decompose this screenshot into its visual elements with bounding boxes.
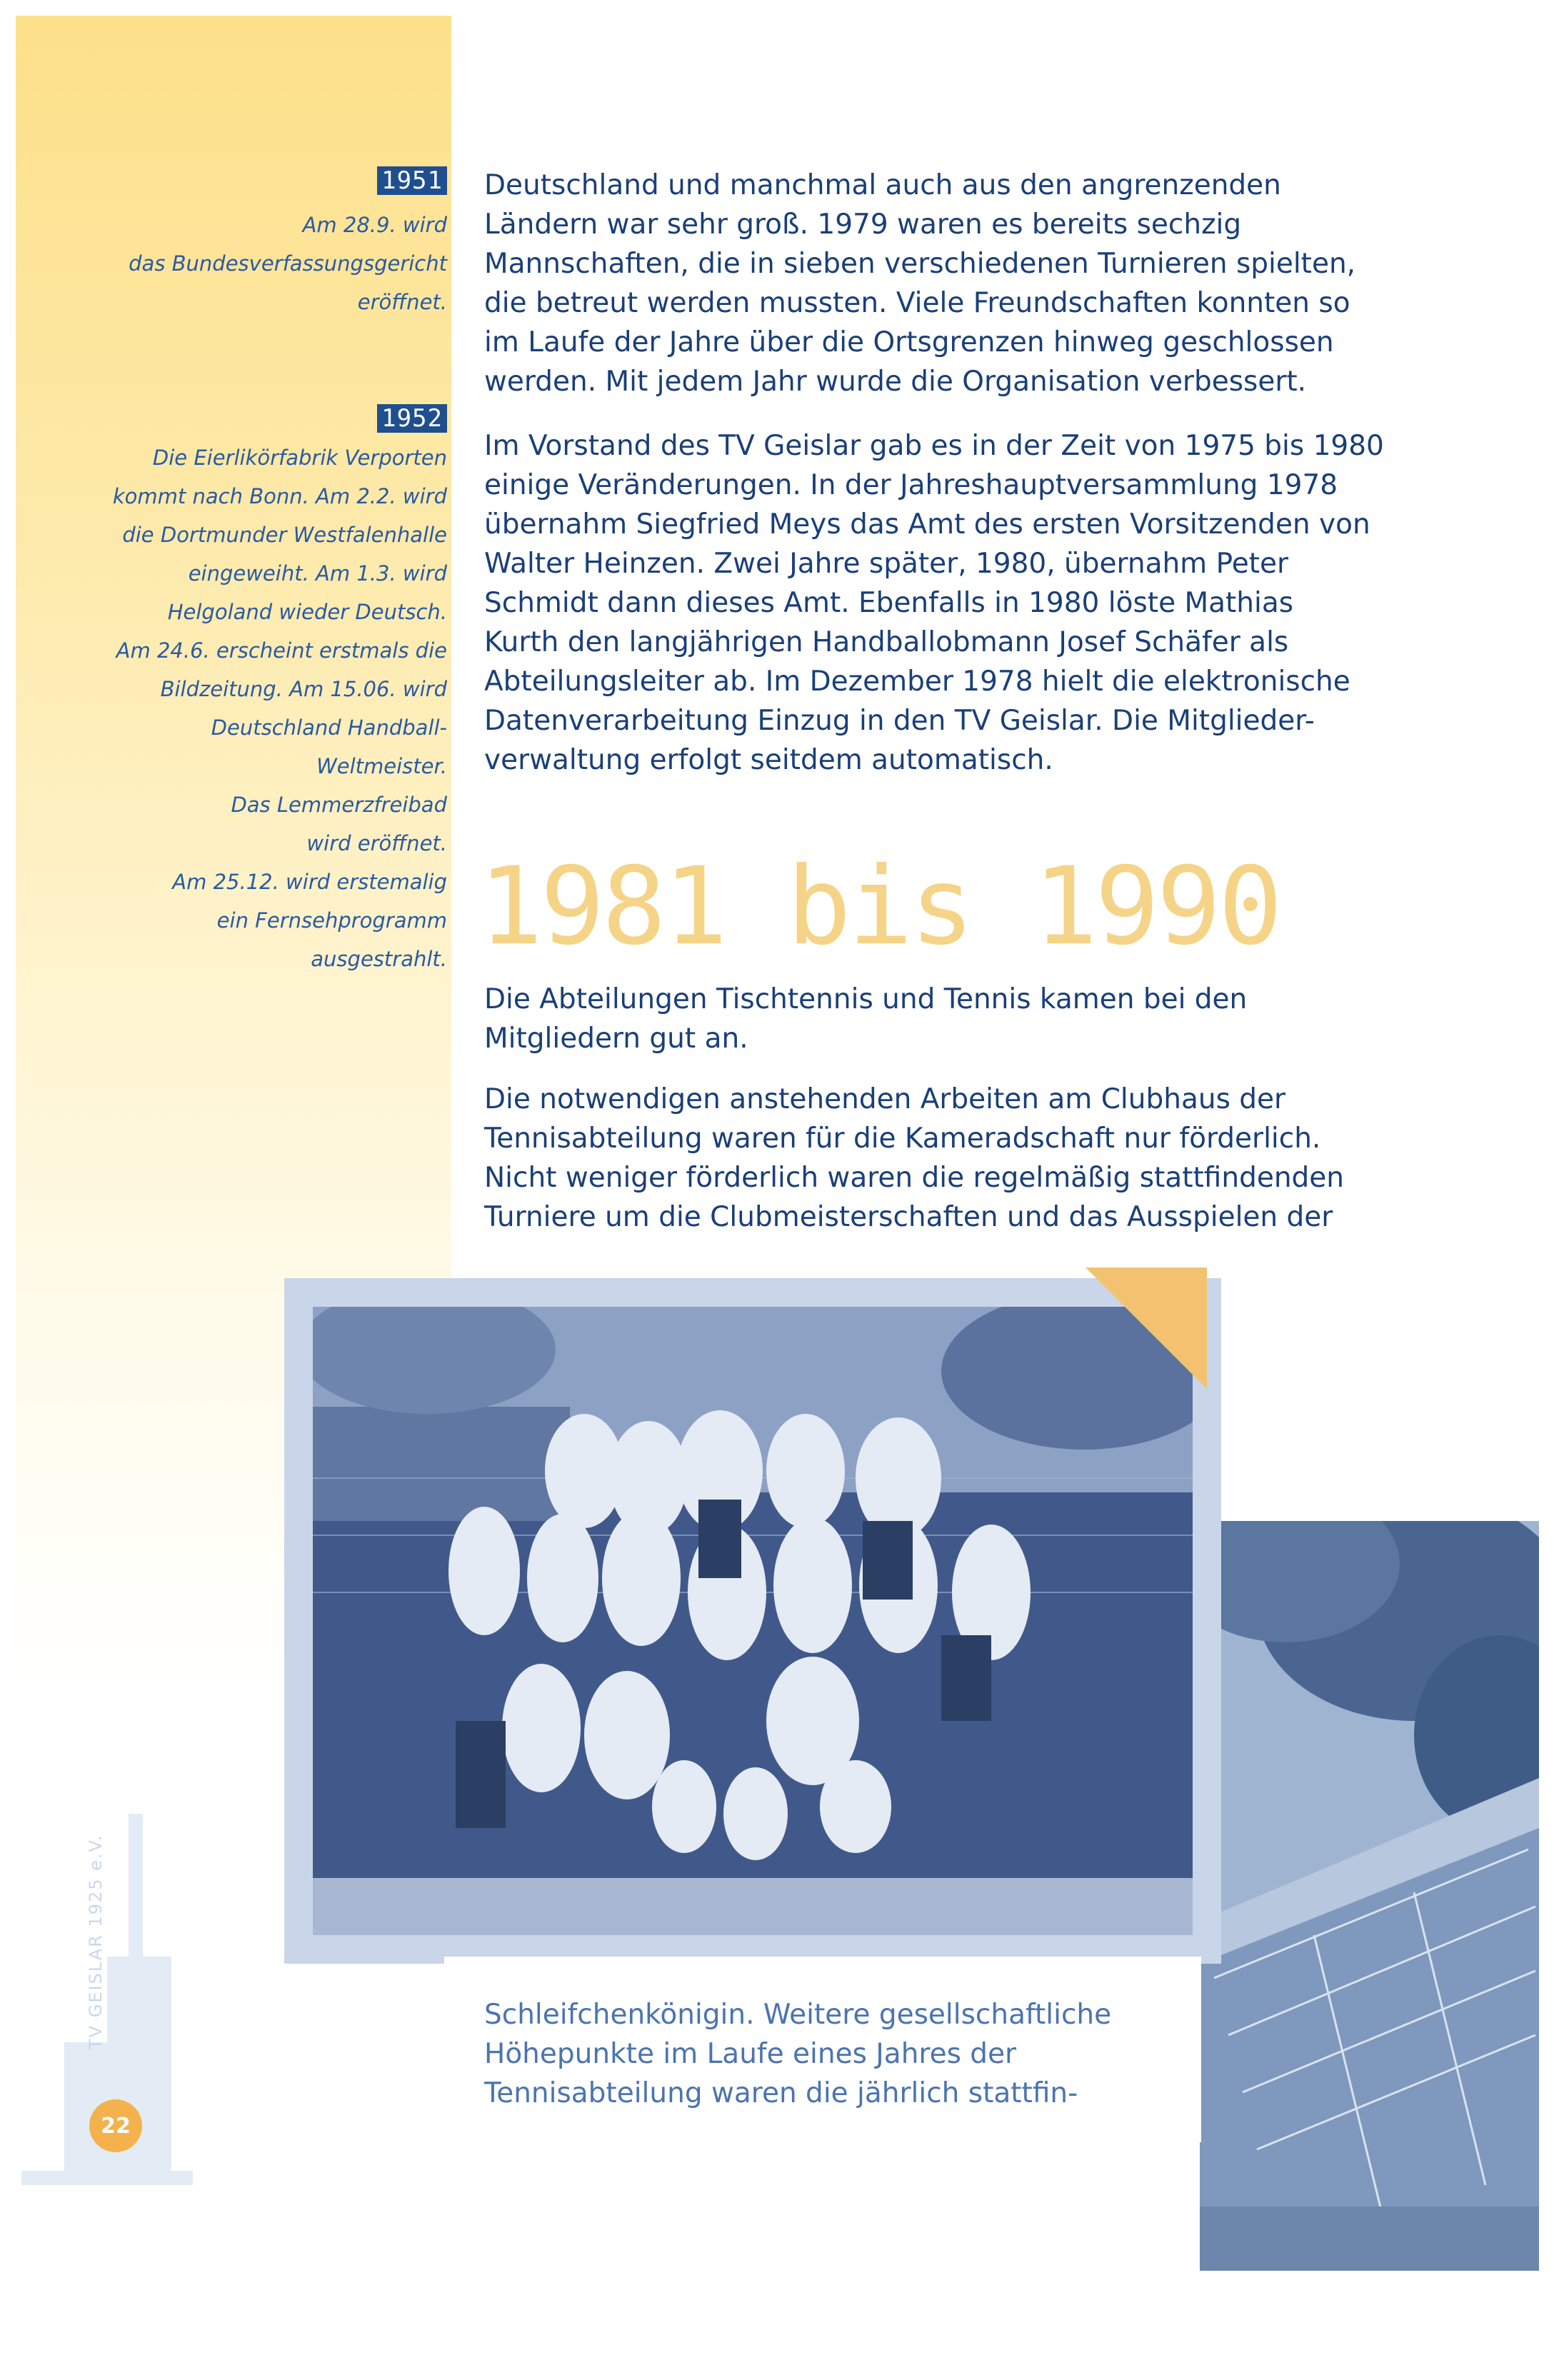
sidebar-note-1951: Am 28.9. wird das Bundesverfassungsgericht eröffnet. bbox=[129, 213, 447, 314]
paragraph-5: Schleifchenkönigin. Weitere gesellschaftliche Höhepunkte im Laufe eines Jahres der Tennisabteilung waren die jährlich stattfin- bbox=[484, 1999, 1112, 2109]
paragraph-1: Deutschland und manchmal auch aus den angrenzenden Ländern war sehr groß. 1979 waren es bereits sechzig Mannschaften, die in sieben verschiedenen Turnieren spielten, die betreut werden mussten. Viele Freundschaften konnten so im Laufe der Jahre über die Ortsgrenzen hinweg geschlossen werden. Mit jedem Jahr wurde die Organisation verbessert. bbox=[484, 169, 1356, 398]
sidebar-note-1952: Die Eierlikörfabrik Verporten kommt nach Bonn. Am 2.2. wird die Dortmunder Westfalenhalle eingeweiht. Am 1.3. wird Helgoland wieder Deutsch. Am 24.6. erscheint erstmals die Bildzeitung. Am 15.06. wird Deutschland Handball- Weltmeister. Das Lemmerzfreibad wird eröffnet. Am 25.12. wird erstemalig ein Fernsehprogramm ausgestrahlt. bbox=[112, 446, 447, 971]
aerial-tennis-photo bbox=[1200, 1521, 1539, 2271]
photo-frame bbox=[284, 1278, 1221, 1964]
page-number-badge: 22 bbox=[89, 2099, 142, 2152]
tower-graphic bbox=[21, 1814, 207, 2242]
year-badge-1951: 1951 bbox=[377, 166, 447, 195]
tower-watermark bbox=[21, 1814, 207, 2242]
paragraph-3: Die Abteilungen Tischtennis und Tennis kamen bei den Mitgliedern gut an. bbox=[484, 983, 1248, 1055]
vertical-club-label: TV GEISLAR 1925 e.V. bbox=[86, 1834, 106, 2049]
corner-triangle bbox=[1086, 1267, 1207, 1389]
paragraph-4: Die notwendigen anstehenden Arbeiten am Clubhaus der Tennisabteilung waren für die Kameradschaft nur förderlich. Nicht weniger förderlich waren die regelmäßig stattfindenden Turniere um die Clubmeisterschaften und das Ausspielen der bbox=[484, 1083, 1345, 1233]
paragraph-2: Im Vorstand des TV Geislar gab es in der Zeit von 1975 bis 1980 einige Veränderungen. In der Jahreshauptversammlung 1978 übernahm Siegfried Meys das Amt des ersten Vorsitzenden von Walter Heinzen. Zwei Jahre später, 1980, übernahm Peter Schmidt dann dieses Amt. Ebenfalls in 1980 löste Mathias Kurth den langjährigen Handballobmann Josef Schäfer als Abteilungsleiter ab. Im Dezember 1978 hielt die elektronische Datenverarbeitung Einzug in den TV Geislar. Die Mitglieder- verwaltung erfolgt seitdem automatisch. bbox=[484, 430, 1384, 776]
group-photo-graphic bbox=[313, 1307, 1193, 1935]
group-photo bbox=[313, 1307, 1193, 1935]
aerial-photo-graphic bbox=[1200, 1521, 1539, 2271]
period-title: 1981 bis 1990 bbox=[478, 845, 1280, 969]
year-badge-1952: 1952 bbox=[377, 404, 447, 433]
